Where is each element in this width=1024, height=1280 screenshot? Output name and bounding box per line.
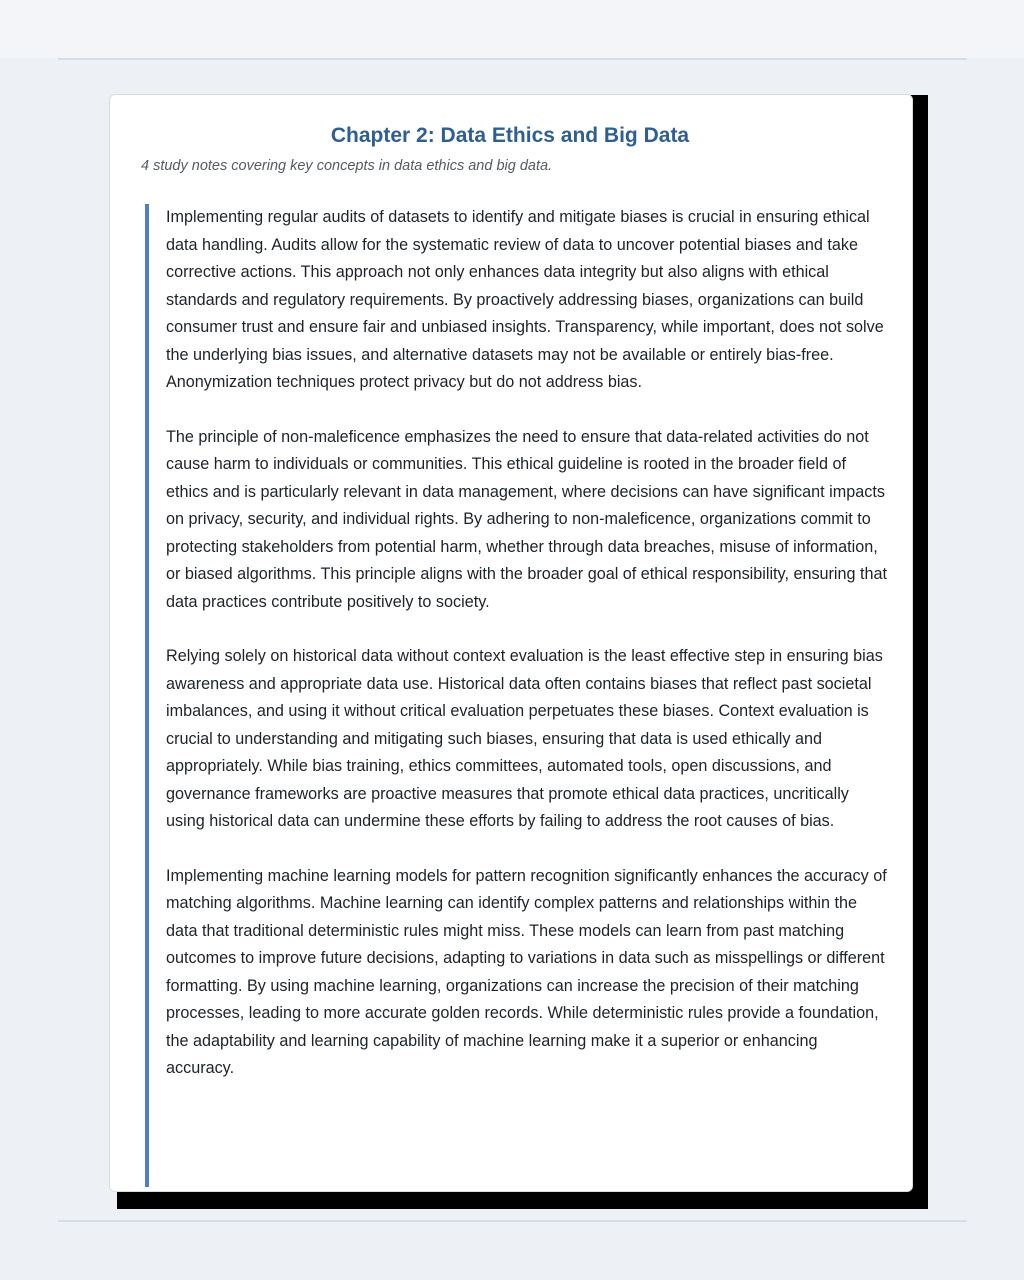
top-divider xyxy=(58,58,967,60)
study-note: Implementing machine learning models for pattern recognition significantly enhances the accuracy of matching algorithms. Machine learning can identify complex patterns and relationships within the data that traditional deterministic rules might miss. These models can learn from past matching outcomes to improve future decisions, adapting to variations in data such as misspellings or different formatting. By using machine learning, organizations can increase the precision of their matching processes, leading to more accurate golden records. While deterministic rules provide a foundation, the adaptability and learning capability of machine learning make it a superior or enhancing accuracy. xyxy=(166,866,887,1077)
top-band xyxy=(0,0,1024,58)
study-note: Implementing regular audits of datasets to identify and mitigate biases is crucial in ensuring ethical data handling. Audits allow for the systematic review of data to uncover potential biases and take corrective actions. This approach not only enhances data integrity but also aligns with ethical standards and regulatory requirements. By proactively addressing biases, organizations can build consumer trust and ensure fair and unbiased insights. Transparency, while important, does not solve the underlying bias issues, and alternative datasets may not be available or entirely bias-free. Anonymization techniques protect privacy but do not address bias. xyxy=(166,208,884,391)
bottom-divider xyxy=(58,1220,967,1222)
study-note: Relying solely on historical data without context evaluation is the least effective step in ensuring bias awareness and appropriate data use. Historical data often contains biases that reflect past societal imbalances, and using it without critical evaluation perpetuates these biases. Context evaluation is crucial to understanding and mitigating such biases, ensuring that data is used ethically and appropriately. While bias training, ethics committees, automated tools, open discussions, and governance frameworks are proactive measures that promote ethical data practices, uncritically using historical data can undermine these efforts by failing to address the root causes of bias. xyxy=(166,647,883,830)
chapter-subtitle: 4 study notes covering key concepts in data ethics and big data. xyxy=(141,158,553,174)
study-notes xyxy=(145,204,890,1187)
chapter-title: Chapter 2: Data Ethics and Big Data xyxy=(330,124,690,147)
study-note: The principle of non-maleficence emphasizes the need to ensure that data-related activities do not cause harm to individuals or communities. This ethical guideline is rooted in the broader field of ethics and is particularly relevant in data management, where decisions can have significant impacts on privacy, security, and individual rights. By adhering to non-maleficence, organizations commit to protecting stakeholders from potential harm, whether through data breaches, misuse of information, or biased algorithms. This principle aligns with the broader goal of ethical responsibility, ensuring that data practices contribute positively to society. xyxy=(166,427,888,611)
